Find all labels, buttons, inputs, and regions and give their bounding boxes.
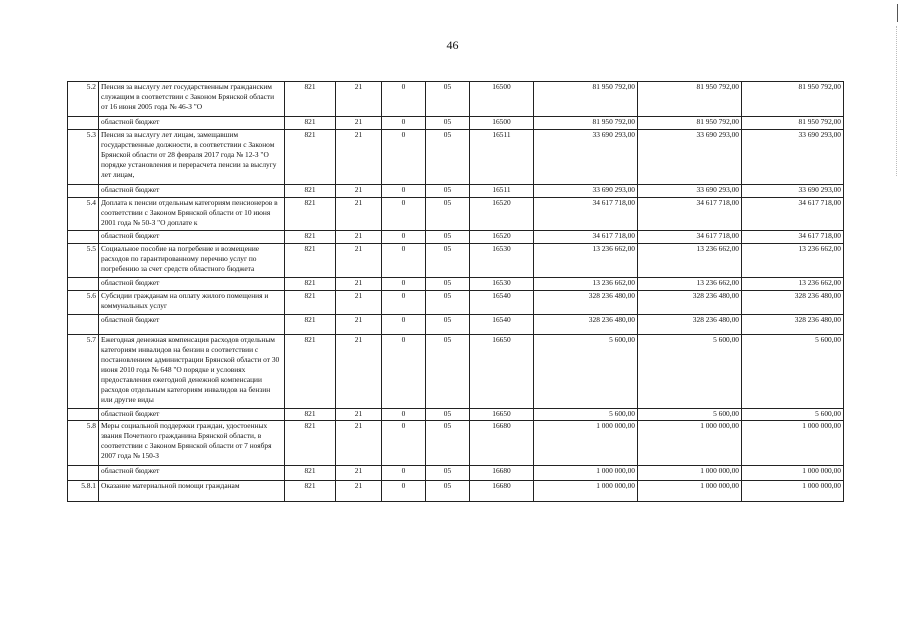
amount-2-cell: 33 690 293,00 <box>638 130 742 185</box>
table-row <box>68 315 844 335</box>
code-1-cell: 821 <box>285 82 336 117</box>
code-4-cell: 05 <box>426 117 470 130</box>
row-number-cell: 5.6 <box>68 291 99 315</box>
amount-1-cell: 34 617 718,00 <box>534 198 638 231</box>
amount-3-cell: 81 950 792,00 <box>742 117 844 130</box>
amount-3-cell: 5 600,00 <box>742 335 844 409</box>
amount-3-cell: 328 236 480,00 <box>742 315 844 335</box>
amount-2-cell: 5 600,00 <box>638 409 742 421</box>
table-row <box>68 421 844 466</box>
code-2-cell: 21 <box>336 244 382 278</box>
row-number-cell <box>68 409 99 421</box>
row-name-cell: Оказание материальной помощи гражданам <box>99 481 285 502</box>
amount-3-cell: 34 617 718,00 <box>742 198 844 231</box>
code-5-cell: 16520 <box>470 198 534 231</box>
code-3-cell: 0 <box>382 291 426 315</box>
code-2-cell: 21 <box>336 315 382 335</box>
row-name-cell: областной бюджет <box>99 409 285 421</box>
code-4-cell: 05 <box>426 82 470 117</box>
code-4-cell: 05 <box>426 409 470 421</box>
row-number-cell <box>68 315 99 335</box>
code-4-cell: 05 <box>426 421 470 466</box>
amount-2-cell: 13 236 662,00 <box>638 278 742 291</box>
code-5-cell: 16680 <box>470 481 534 502</box>
code-3-cell: 0 <box>382 117 426 130</box>
row-number-cell: 5.8 <box>68 421 99 466</box>
row-name-cell: Пенсия за выслугу лет государственным гражданским служащим в соответствии с Законом Брянской области от 16 июня 2005 года № 46-З "О <box>99 82 285 117</box>
code-3-cell: 0 <box>382 466 426 481</box>
code-2-cell: 21 <box>336 130 382 185</box>
code-2-cell: 21 <box>336 231 382 244</box>
code-3-cell: 0 <box>382 315 426 335</box>
code-5-cell: 16680 <box>470 466 534 481</box>
amount-2-cell: 81 950 792,00 <box>638 117 742 130</box>
code-1-cell: 821 <box>285 315 336 335</box>
row-name-cell: Субсидии гражданам на оплату жилого помещения и коммунальных услуг <box>99 291 285 315</box>
table-row <box>68 244 844 278</box>
code-3-cell: 0 <box>382 335 426 409</box>
code-3-cell: 0 <box>382 198 426 231</box>
code-4-cell: 05 <box>426 466 470 481</box>
code-2-cell: 21 <box>336 481 382 502</box>
code-3-cell: 0 <box>382 278 426 291</box>
code-4-cell: 05 <box>426 231 470 244</box>
code-4-cell: 05 <box>426 335 470 409</box>
row-number-cell: 5.7 <box>68 335 99 409</box>
code-4-cell: 05 <box>426 481 470 502</box>
row-number-cell <box>68 231 99 244</box>
code-5-cell: 16500 <box>470 82 534 117</box>
row-number-cell <box>68 466 99 481</box>
code-1-cell: 821 <box>285 481 336 502</box>
row-number-cell: 5.3 <box>68 130 99 185</box>
amount-1-cell: 1 000 000,00 <box>534 421 638 466</box>
table-row <box>68 481 844 502</box>
budget-table-body <box>68 82 844 502</box>
code-3-cell: 0 <box>382 231 426 244</box>
scan-edge-mark <box>897 4 898 22</box>
code-5-cell: 16530 <box>470 278 534 291</box>
amount-3-cell: 1 000 000,00 <box>742 466 844 481</box>
code-1-cell: 821 <box>285 421 336 466</box>
code-4-cell: 05 <box>426 291 470 315</box>
amount-3-cell: 5 600,00 <box>742 409 844 421</box>
table-row <box>68 231 844 244</box>
amount-2-cell: 328 236 480,00 <box>638 315 742 335</box>
table-row <box>68 82 844 117</box>
code-1-cell: 821 <box>285 185 336 198</box>
amount-2-cell: 328 236 480,00 <box>638 291 742 315</box>
amount-3-cell: 81 950 792,00 <box>742 82 844 117</box>
table-row <box>68 185 844 198</box>
amount-1-cell: 5 600,00 <box>534 409 638 421</box>
row-name-cell: областной бюджет <box>99 117 285 130</box>
table-row <box>68 130 844 185</box>
amount-2-cell: 34 617 718,00 <box>638 198 742 231</box>
amount-2-cell: 33 690 293,00 <box>638 185 742 198</box>
code-5-cell: 16650 <box>470 409 534 421</box>
amount-2-cell: 13 236 662,00 <box>638 244 742 278</box>
table-row <box>68 117 844 130</box>
amount-1-cell: 13 236 662,00 <box>534 244 638 278</box>
code-2-cell: 21 <box>336 335 382 409</box>
amount-2-cell: 1 000 000,00 <box>638 466 742 481</box>
code-4-cell: 05 <box>426 244 470 278</box>
code-5-cell: 16680 <box>470 421 534 466</box>
code-4-cell: 05 <box>426 185 470 198</box>
code-3-cell: 0 <box>382 244 426 278</box>
code-1-cell: 821 <box>285 117 336 130</box>
code-4-cell: 05 <box>426 278 470 291</box>
amount-1-cell: 34 617 718,00 <box>534 231 638 244</box>
row-name-cell: областной бюджет <box>99 185 285 198</box>
table-row <box>68 409 844 421</box>
amount-1-cell: 81 950 792,00 <box>534 117 638 130</box>
row-number-cell <box>68 185 99 198</box>
row-number-cell <box>68 278 99 291</box>
code-1-cell: 821 <box>285 244 336 278</box>
code-2-cell: 21 <box>336 466 382 481</box>
amount-2-cell: 81 950 792,00 <box>638 82 742 117</box>
code-2-cell: 21 <box>336 82 382 117</box>
code-1-cell: 821 <box>285 291 336 315</box>
code-2-cell: 21 <box>336 117 382 130</box>
code-5-cell: 16511 <box>470 130 534 185</box>
code-2-cell: 21 <box>336 291 382 315</box>
amount-3-cell: 13 236 662,00 <box>742 244 844 278</box>
amount-1-cell: 1 000 000,00 <box>534 481 638 502</box>
table-row <box>68 278 844 291</box>
code-1-cell: 821 <box>285 198 336 231</box>
code-2-cell: 21 <box>336 198 382 231</box>
code-5-cell: 16540 <box>470 315 534 335</box>
row-number-cell: 5.4 <box>68 198 99 231</box>
code-1-cell: 821 <box>285 278 336 291</box>
code-5-cell: 16540 <box>470 291 534 315</box>
row-name-cell: областной бюджет <box>99 466 285 481</box>
code-4-cell: 05 <box>426 315 470 335</box>
table-row <box>68 466 844 481</box>
code-3-cell: 0 <box>382 185 426 198</box>
code-1-cell: 821 <box>285 130 336 185</box>
row-number-cell: 5.2 <box>68 82 99 117</box>
amount-2-cell: 5 600,00 <box>638 335 742 409</box>
row-number-cell: 5.5 <box>68 244 99 278</box>
row-name-cell: Пенсия за выслугу лет лицам, замещавшим государственные должности, в соответствии с Законом Брянской области от 28 февраля 2017 года № 12-З "О порядке установления и перерасчета пенсии за выслугу лет лицам, <box>99 130 285 185</box>
amount-1-cell: 81 950 792,00 <box>534 82 638 117</box>
amount-3-cell: 13 236 662,00 <box>742 278 844 291</box>
amount-1-cell: 13 236 662,00 <box>534 278 638 291</box>
code-3-cell: 0 <box>382 409 426 421</box>
row-number-cell <box>68 117 99 130</box>
code-1-cell: 821 <box>285 335 336 409</box>
code-2-cell: 21 <box>336 278 382 291</box>
row-name-cell: Доплата к пенсии отдельным категориям пенсионеров в соответствии с Законом Брянской области от 10 июня 2001 года № 50-З "О доплате к <box>99 198 285 231</box>
amount-1-cell: 5 600,00 <box>534 335 638 409</box>
code-1-cell: 821 <box>285 231 336 244</box>
amount-1-cell: 33 690 293,00 <box>534 130 638 185</box>
amount-3-cell: 33 690 293,00 <box>742 130 844 185</box>
code-5-cell: 16511 <box>470 185 534 198</box>
scan-edge-dots <box>896 26 899 176</box>
code-3-cell: 0 <box>382 130 426 185</box>
code-4-cell: 05 <box>426 130 470 185</box>
code-5-cell: 16520 <box>470 231 534 244</box>
amount-3-cell: 33 690 293,00 <box>742 185 844 198</box>
amount-1-cell: 328 236 480,00 <box>534 291 638 315</box>
amount-1-cell: 1 000 000,00 <box>534 466 638 481</box>
amount-2-cell: 1 000 000,00 <box>638 421 742 466</box>
code-3-cell: 0 <box>382 421 426 466</box>
table-row <box>68 335 844 409</box>
row-name-cell: областной бюджет <box>99 315 285 335</box>
amount-3-cell: 1 000 000,00 <box>742 481 844 502</box>
code-2-cell: 21 <box>336 185 382 198</box>
code-5-cell: 16500 <box>470 117 534 130</box>
amount-3-cell: 328 236 480,00 <box>742 291 844 315</box>
row-name-cell: областной бюджет <box>99 278 285 291</box>
amount-2-cell: 1 000 000,00 <box>638 481 742 502</box>
code-5-cell: 16530 <box>470 244 534 278</box>
code-1-cell: 821 <box>285 466 336 481</box>
row-name-cell: областной бюджет <box>99 231 285 244</box>
code-2-cell: 21 <box>336 409 382 421</box>
amount-3-cell: 34 617 718,00 <box>742 231 844 244</box>
table-row <box>68 291 844 315</box>
amount-1-cell: 328 236 480,00 <box>534 315 638 335</box>
amount-3-cell: 1 000 000,00 <box>742 421 844 466</box>
code-4-cell: 05 <box>426 198 470 231</box>
code-1-cell: 821 <box>285 409 336 421</box>
row-name-cell: Ежегодная денежная компенсация расходов отдельным категориям инвалидов на бензин в соответствии с постановлением администрации Брянской области от 30 июня 2010 года № 648 "О порядке и условиях предоставления ежегодной денежной компенсации расходов отдельным категориям инвалидов на бензин или другие виды <box>99 335 285 409</box>
amount-2-cell: 34 617 718,00 <box>638 231 742 244</box>
code-3-cell: 0 <box>382 481 426 502</box>
table-row <box>68 198 844 231</box>
page-number: 46 <box>446 38 459 52</box>
code-3-cell: 0 <box>382 82 426 117</box>
code-5-cell: 16650 <box>470 335 534 409</box>
row-name-cell: Социальное пособие на погребение и возмещение расходов по гарантированному перечню услуг по погребению за счет средств областного бюджета <box>99 244 285 278</box>
row-number-cell: 5.8.1 <box>68 481 99 502</box>
code-2-cell: 21 <box>336 421 382 466</box>
amount-1-cell: 33 690 293,00 <box>534 185 638 198</box>
row-name-cell: Меры социальной поддержки граждан, удостоенных звания Почетного гражданина Брянской области, в соответствии с Законом Брянской области от 7 ноября 2007 года № 150-З <box>99 421 285 466</box>
budget-table <box>67 81 844 502</box>
